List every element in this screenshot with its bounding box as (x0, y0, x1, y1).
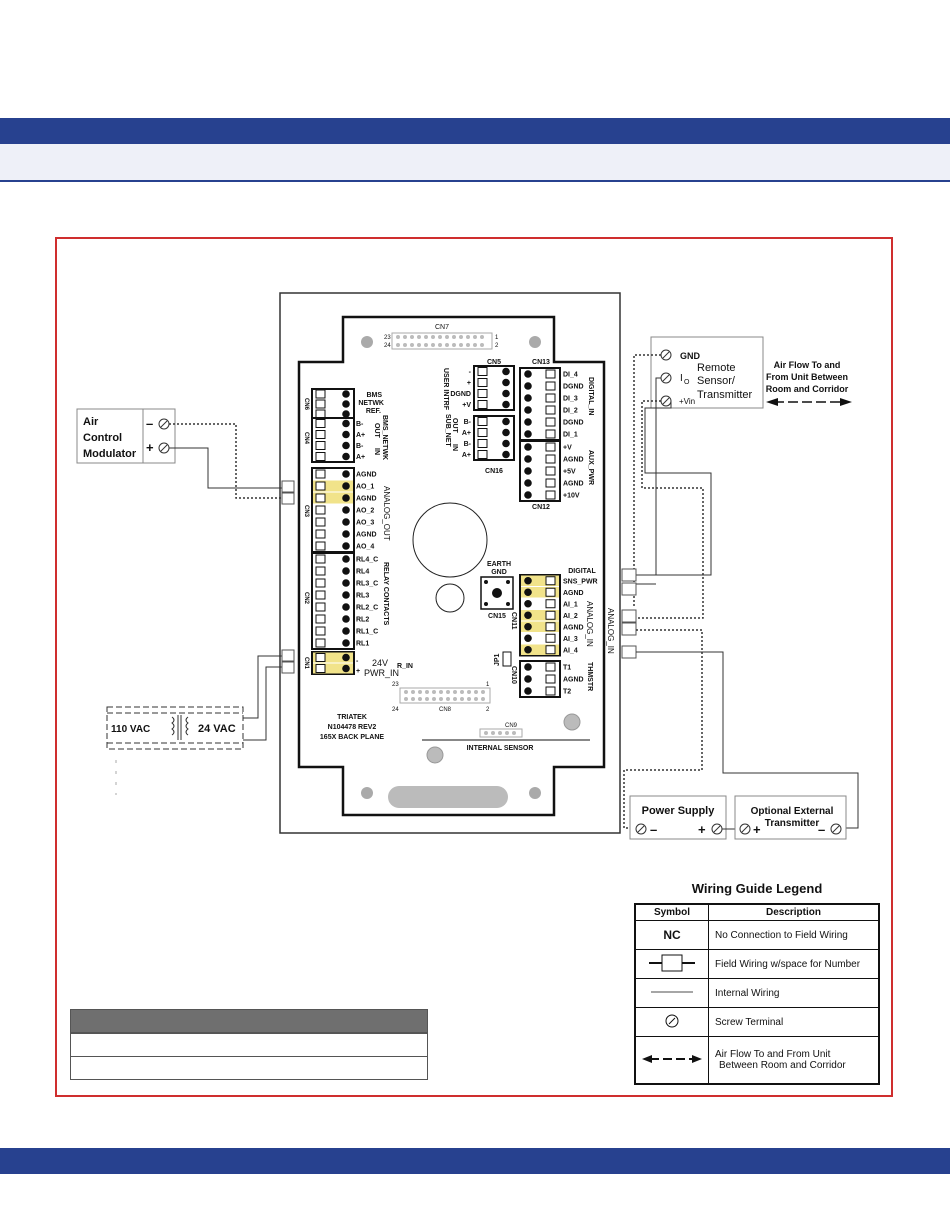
pin-label: AGND (563, 589, 584, 597)
svg-text:BMS_NETWK: BMS_NETWK (381, 415, 388, 461)
sounder (413, 503, 487, 577)
pin-label: RL2 (356, 616, 370, 624)
pin-label: +V (462, 402, 471, 409)
svg-text:–: – (818, 822, 826, 837)
pin-label: RL4 (356, 568, 370, 576)
pin-label: AI_1 (563, 601, 578, 609)
svg-text:BMS: BMS (366, 392, 382, 399)
pin-label: AGND (563, 624, 584, 632)
internal-wiring-line-icon (647, 987, 697, 997)
svg-text:23: 23 (384, 335, 391, 341)
pin-table-row (70, 1057, 428, 1080)
svg-text:THMSTR: THMSTR (586, 662, 593, 692)
airflow-arrow-icon (640, 1053, 704, 1065)
field-wiring-box (622, 610, 636, 622)
screw-terminal-icon (740, 824, 750, 834)
svg-text:+Vin: +Vin (679, 397, 696, 406)
field-wiring-box (622, 623, 636, 635)
svg-text:CN8: CN8 (438, 707, 452, 713)
svg-text:ANALOG_IN: ANALOG_IN (606, 608, 615, 654)
svg-text:IN: IN (451, 444, 458, 451)
field-wiring-box (282, 493, 294, 504)
cn6-terminal (312, 389, 354, 419)
svg-text:USER INTRF: USER INTRF (442, 368, 449, 410)
pin-label: DGND (563, 383, 584, 391)
screw-terminal-icon (159, 419, 169, 429)
air-control-modulator (77, 409, 175, 463)
pin-label: AI_4 (563, 647, 578, 655)
field-wiring-box (622, 569, 636, 581)
field-wiring-box (282, 662, 294, 673)
svg-text:Remote: Remote (697, 362, 736, 374)
svg-text:TRIATEK: TRIATEK (337, 714, 367, 721)
svg-text:GND: GND (491, 569, 507, 576)
pin-label: AI_3 (563, 635, 578, 643)
pin-label: A+ (356, 432, 366, 439)
svg-text:CN10: CN10 (510, 666, 517, 684)
svg-text:CN6: CN6 (303, 398, 309, 411)
svg-text:OUT: OUT (373, 423, 380, 438)
svg-text:DIGITAL_IN: DIGITAL_IN (587, 377, 594, 416)
field-wiring-box (622, 583, 636, 595)
nc-symbol: NC (663, 928, 681, 942)
svg-text:ANALOG_OUT: ANALOG_OUT (382, 486, 391, 541)
pin-label: AGND (563, 676, 584, 684)
pin-label: RL3 (356, 592, 370, 600)
pin-label: DGND (563, 419, 584, 427)
screw-terminal-icon (159, 443, 169, 453)
legend-description: Air Flow To and From Unit (715, 1049, 831, 1060)
svg-text:Optional External: Optional External (750, 806, 834, 817)
field-wiring-box (622, 646, 636, 658)
svg-text:Room and Corridor: Room and Corridor (765, 384, 849, 394)
legend-title: Wiring Guide Legend (691, 881, 823, 896)
pin-label: RL4_C (356, 556, 379, 564)
pin-label: DI_4 (563, 371, 578, 379)
svg-text:AUX_PWR: AUX_PWR (587, 450, 594, 486)
svg-text:NETWK: NETWK (358, 400, 384, 407)
pin-label: +V (563, 444, 572, 452)
svg-text:23: 23 (392, 682, 399, 688)
pin-label: RL1_C (356, 628, 379, 636)
pin-label: AGND (356, 495, 377, 503)
mounting-hole (427, 747, 443, 763)
pin-table (70, 1009, 428, 1080)
airflow-annotation (766, 360, 852, 406)
small-hole (436, 584, 464, 612)
legend-description: Field Wiring w/space for Number (709, 950, 880, 979)
screw-terminal-icon (661, 373, 671, 383)
pin-label: A+ (461, 430, 471, 437)
svg-text:Power Supply: Power Supply (641, 805, 715, 817)
svg-text:CN4: CN4 (303, 432, 309, 445)
svg-text:24: 24 (384, 343, 391, 349)
svg-text:+: + (146, 440, 154, 455)
svg-text:INTERNAL SENSOR: INTERNAL SENSOR (466, 745, 534, 752)
pin-label: AO_2 (356, 507, 375, 515)
svg-text:Transmitter: Transmitter (764, 818, 820, 829)
svg-text:JP1: JP1 (494, 653, 501, 666)
power-supply (630, 796, 726, 839)
svg-text:CN9: CN9 (504, 723, 518, 729)
svg-text:SUB_NET: SUB_NET (444, 414, 451, 447)
pin-label: - (468, 369, 471, 376)
svg-text:REF.: REF. (365, 408, 381, 415)
svg-text:OUT: OUT (451, 418, 458, 433)
optional-external-transmitter (735, 796, 846, 839)
pin-label: DI_1 (563, 431, 578, 439)
svg-text:IN: IN (373, 448, 380, 455)
pin-label: DI_2 (563, 407, 578, 415)
pin-label: AO_1 (356, 483, 375, 491)
pin-label: A+ (461, 452, 471, 459)
pin-label: SNS_PWR (563, 578, 598, 586)
pin-label: B- (463, 419, 471, 426)
svg-text:CN11: CN11 (510, 612, 517, 630)
screw-terminal-icon (661, 396, 671, 406)
screw-terminal-icon (636, 824, 646, 834)
mounting-hole (361, 336, 373, 348)
field-wiring-box (282, 650, 294, 661)
pin-label: AO_3 (356, 519, 375, 527)
pin-label: AGND (563, 456, 584, 464)
legend-description: Screw Terminal (709, 1008, 880, 1037)
pin-label: RL3_C (356, 580, 379, 588)
svg-text:110 VAC: 110 VAC (111, 724, 151, 735)
svg-text:-: - (356, 658, 359, 665)
mounting-hole (529, 787, 541, 799)
svg-text:2: 2 (495, 343, 499, 349)
svg-text:1: 1 (495, 335, 499, 341)
remote-sensor-transmitter (651, 337, 763, 408)
svg-text:CN1: CN1 (303, 657, 309, 670)
legend-description: No Connection to Field Wiring (709, 921, 880, 950)
svg-text:ANALOG_IN: ANALOG_IN (585, 601, 594, 647)
svg-text:CN3: CN3 (303, 505, 309, 518)
svg-text:GND: GND (680, 351, 700, 361)
svg-text:165X BACK PLANE: 165X BACK PLANE (319, 734, 385, 741)
pin-label: B- (356, 443, 364, 450)
svg-text:From Unit Between: From Unit Between (765, 372, 849, 382)
slot-cutout (388, 786, 508, 808)
svg-text:EARTH: EARTH (486, 561, 512, 568)
pin-table-header (70, 1009, 428, 1033)
transformer (107, 707, 243, 795)
svg-text:O: O (684, 379, 690, 386)
mounting-hole (361, 787, 373, 799)
svg-text:CN16: CN16 (485, 468, 503, 475)
svg-text:CN2: CN2 (303, 592, 309, 605)
svg-text:R_IN: R_IN (397, 663, 413, 670)
pin-label: AO_4 (356, 543, 375, 551)
svg-text:+: + (753, 822, 761, 837)
pin-label: DI_3 (563, 395, 578, 403)
svg-text:N104478 REV2: N104478 REV2 (327, 724, 377, 731)
bottom-footer-band (0, 1148, 950, 1174)
svg-text:DIGITAL: DIGITAL (568, 568, 596, 575)
pin-label: T1 (563, 664, 572, 672)
field-wiring-box (282, 481, 294, 492)
svg-text:RELAY CONTACTS: RELAY CONTACTS (382, 562, 389, 626)
cn1-terminal (312, 652, 354, 674)
legend-symbol-header: Symbol (635, 904, 709, 921)
pin-label: AGND (356, 471, 377, 479)
svg-text:Control: Control (83, 432, 123, 444)
svg-text:24 VAC: 24 VAC (198, 723, 236, 735)
pin-label: DGND (450, 391, 471, 398)
legend-description-header: Description (709, 904, 880, 921)
svg-text:Air Flow To and: Air Flow To and (773, 360, 841, 370)
svg-text:–: – (650, 822, 658, 837)
pin-label: +10V (563, 492, 580, 500)
svg-text:Sensor/: Sensor/ (697, 375, 735, 387)
pin-label: AGND (563, 480, 584, 488)
svg-text:1: 1 (486, 682, 490, 688)
svg-text:+: + (356, 668, 361, 675)
pin-label: T2 (563, 688, 572, 696)
svg-text:CN13: CN13 (532, 359, 550, 366)
screw-terminal-icon (831, 824, 841, 834)
svg-text:24V: 24V (372, 658, 389, 668)
mounting-hole (564, 714, 580, 730)
svg-text:–: – (146, 416, 154, 431)
svg-text:24: 24 (392, 707, 399, 713)
pin-label: B- (356, 421, 364, 428)
pin-label: AGND (356, 531, 377, 539)
svg-text:CN15: CN15 (488, 613, 506, 620)
screw-terminal-icon (712, 824, 722, 834)
pin-label: A+ (356, 454, 366, 461)
pin-label: B- (463, 441, 471, 448)
screw-terminal-icon (661, 350, 671, 360)
svg-text:PWR_IN: PWR_IN (364, 668, 400, 678)
svg-text:Modulator: Modulator (83, 448, 137, 460)
legend-description: Between Room and Corridor (719, 1060, 846, 1071)
field-wiring-box-icon (647, 953, 697, 973)
jp1-jumper (494, 652, 511, 666)
pin-label: + (466, 380, 471, 387)
pin-label: RL2_C (356, 604, 379, 612)
mounting-hole (529, 336, 541, 348)
screw-terminal-icon (664, 1013, 680, 1029)
pin-label: AI_2 (563, 612, 578, 620)
wiring-legend (634, 903, 880, 1085)
svg-text:Transmitter: Transmitter (697, 389, 753, 401)
pin-label: +5V (563, 468, 576, 476)
legend-description: Internal Wiring (709, 979, 880, 1008)
svg-text:I: I (680, 373, 683, 384)
pin-label: RL1 (356, 640, 370, 648)
svg-text:CN12: CN12 (532, 504, 550, 511)
cn7-label: CN7 (434, 324, 450, 331)
svg-text:+: + (698, 822, 706, 837)
pin-table-row (70, 1033, 428, 1057)
svg-text:CN5: CN5 (486, 359, 502, 366)
svg-text:Air: Air (83, 416, 99, 428)
svg-text:2: 2 (486, 707, 490, 713)
